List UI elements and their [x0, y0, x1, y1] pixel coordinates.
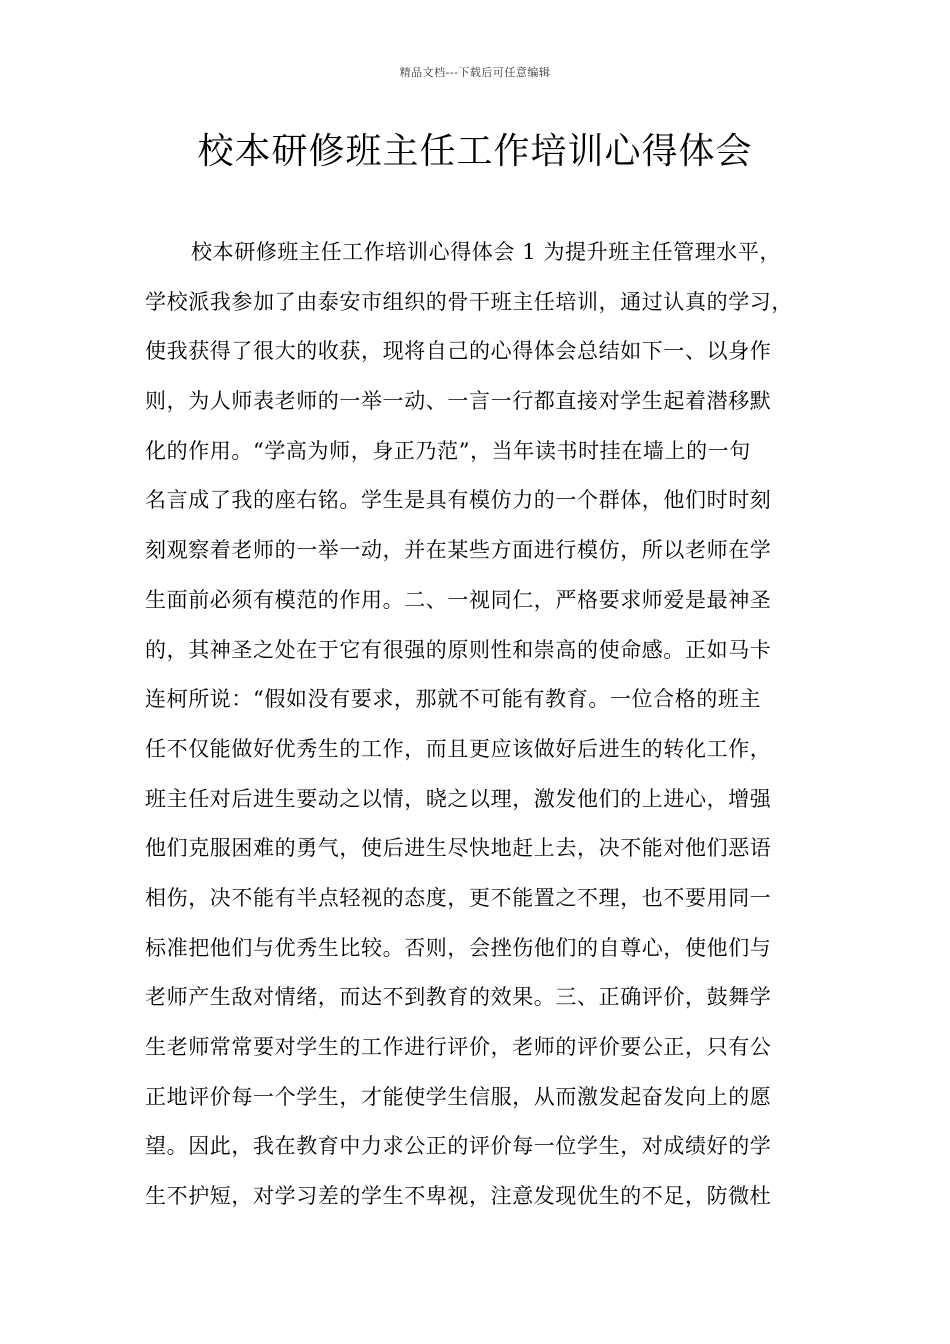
- document-body: [145, 228, 805, 1222]
- body-line: 生老师常常要对学生的工作进行评价，老师的评价要公正，只有公: [145, 1035, 772, 1059]
- body-line: 名言成了我的座右铭。学生是具有模仿力的一个群体，他们时时刻: [145, 488, 772, 513]
- body-line: 校本研修班主任工作培训心得体会 1 为提升班主任管理水平，: [191, 240, 782, 264]
- body-line: 班主任对后进生要动之以情，晓之以理，激发他们的上进心，增强: [145, 786, 772, 811]
- body-line: 生不护短，对学习差的学生不卑视，注意发现优生的不足，防微杜: [145, 1184, 772, 1209]
- body-line: 学校派我参加了由泰安市组织的骨干班主任培训，通过认真的学习，: [145, 289, 793, 314]
- body-line: 生面前必须有模范的作用。二、一视同仁，严格要求师爱是最神圣: [145, 587, 772, 612]
- body-line: 任不仅能做好优秀生的工作，而且更应该做好后进生的转化工作，: [145, 736, 772, 761]
- body-line: 老师产生敌对情绪，而达不到教育的效果。三、正确评价，鼓舞学: [145, 985, 772, 1010]
- body-line: 相伤，决不能有半点轻视的态度，更不能置之不理，也不要用同一: [145, 885, 772, 910]
- body-line: 化的作用。“学高为师，身正乃范”，当年读书时挂在墙上的一句: [145, 438, 751, 463]
- body-line: 使我获得了很大的收获，现将自己的心得体会总结如下一、以身作: [145, 339, 772, 364]
- body-line: 正地评价每一个学生，才能使学生信服，从而激发起奋发向上的愿: [145, 1084, 772, 1109]
- body-line: 标准把他们与优秀生比较。否则，会挫伤他们的自尊心，使他们与: [145, 935, 772, 960]
- body-line: 望。因此，我在教育中力求公正的评价每一位学生，对成绩好的学: [145, 1134, 772, 1159]
- body-line: 则，为人师表老师的一举一动、一言一行都直接对学生起着潜移默: [145, 389, 772, 414]
- document-title: 校本研修班主任工作培训心得体会: [197, 131, 753, 172]
- body-line: 他们克服困难的勇气，使后进生尽快地赶上去，决不能对他们恶语: [145, 836, 772, 861]
- body-line: 连柯所说：“假如没有要求，那就不可能有教育。一位合格的班主: [145, 687, 762, 712]
- header-note: 精品文档---下载后可任意编辑: [399, 66, 551, 79]
- body-line: 的，其神圣之处在于它有很强的原则性和崇高的使命感。正如马卡: [145, 637, 772, 662]
- body-line: 刻观察着老师的一举一动，并在某些方面进行模仿，所以老师在学: [145, 538, 772, 563]
